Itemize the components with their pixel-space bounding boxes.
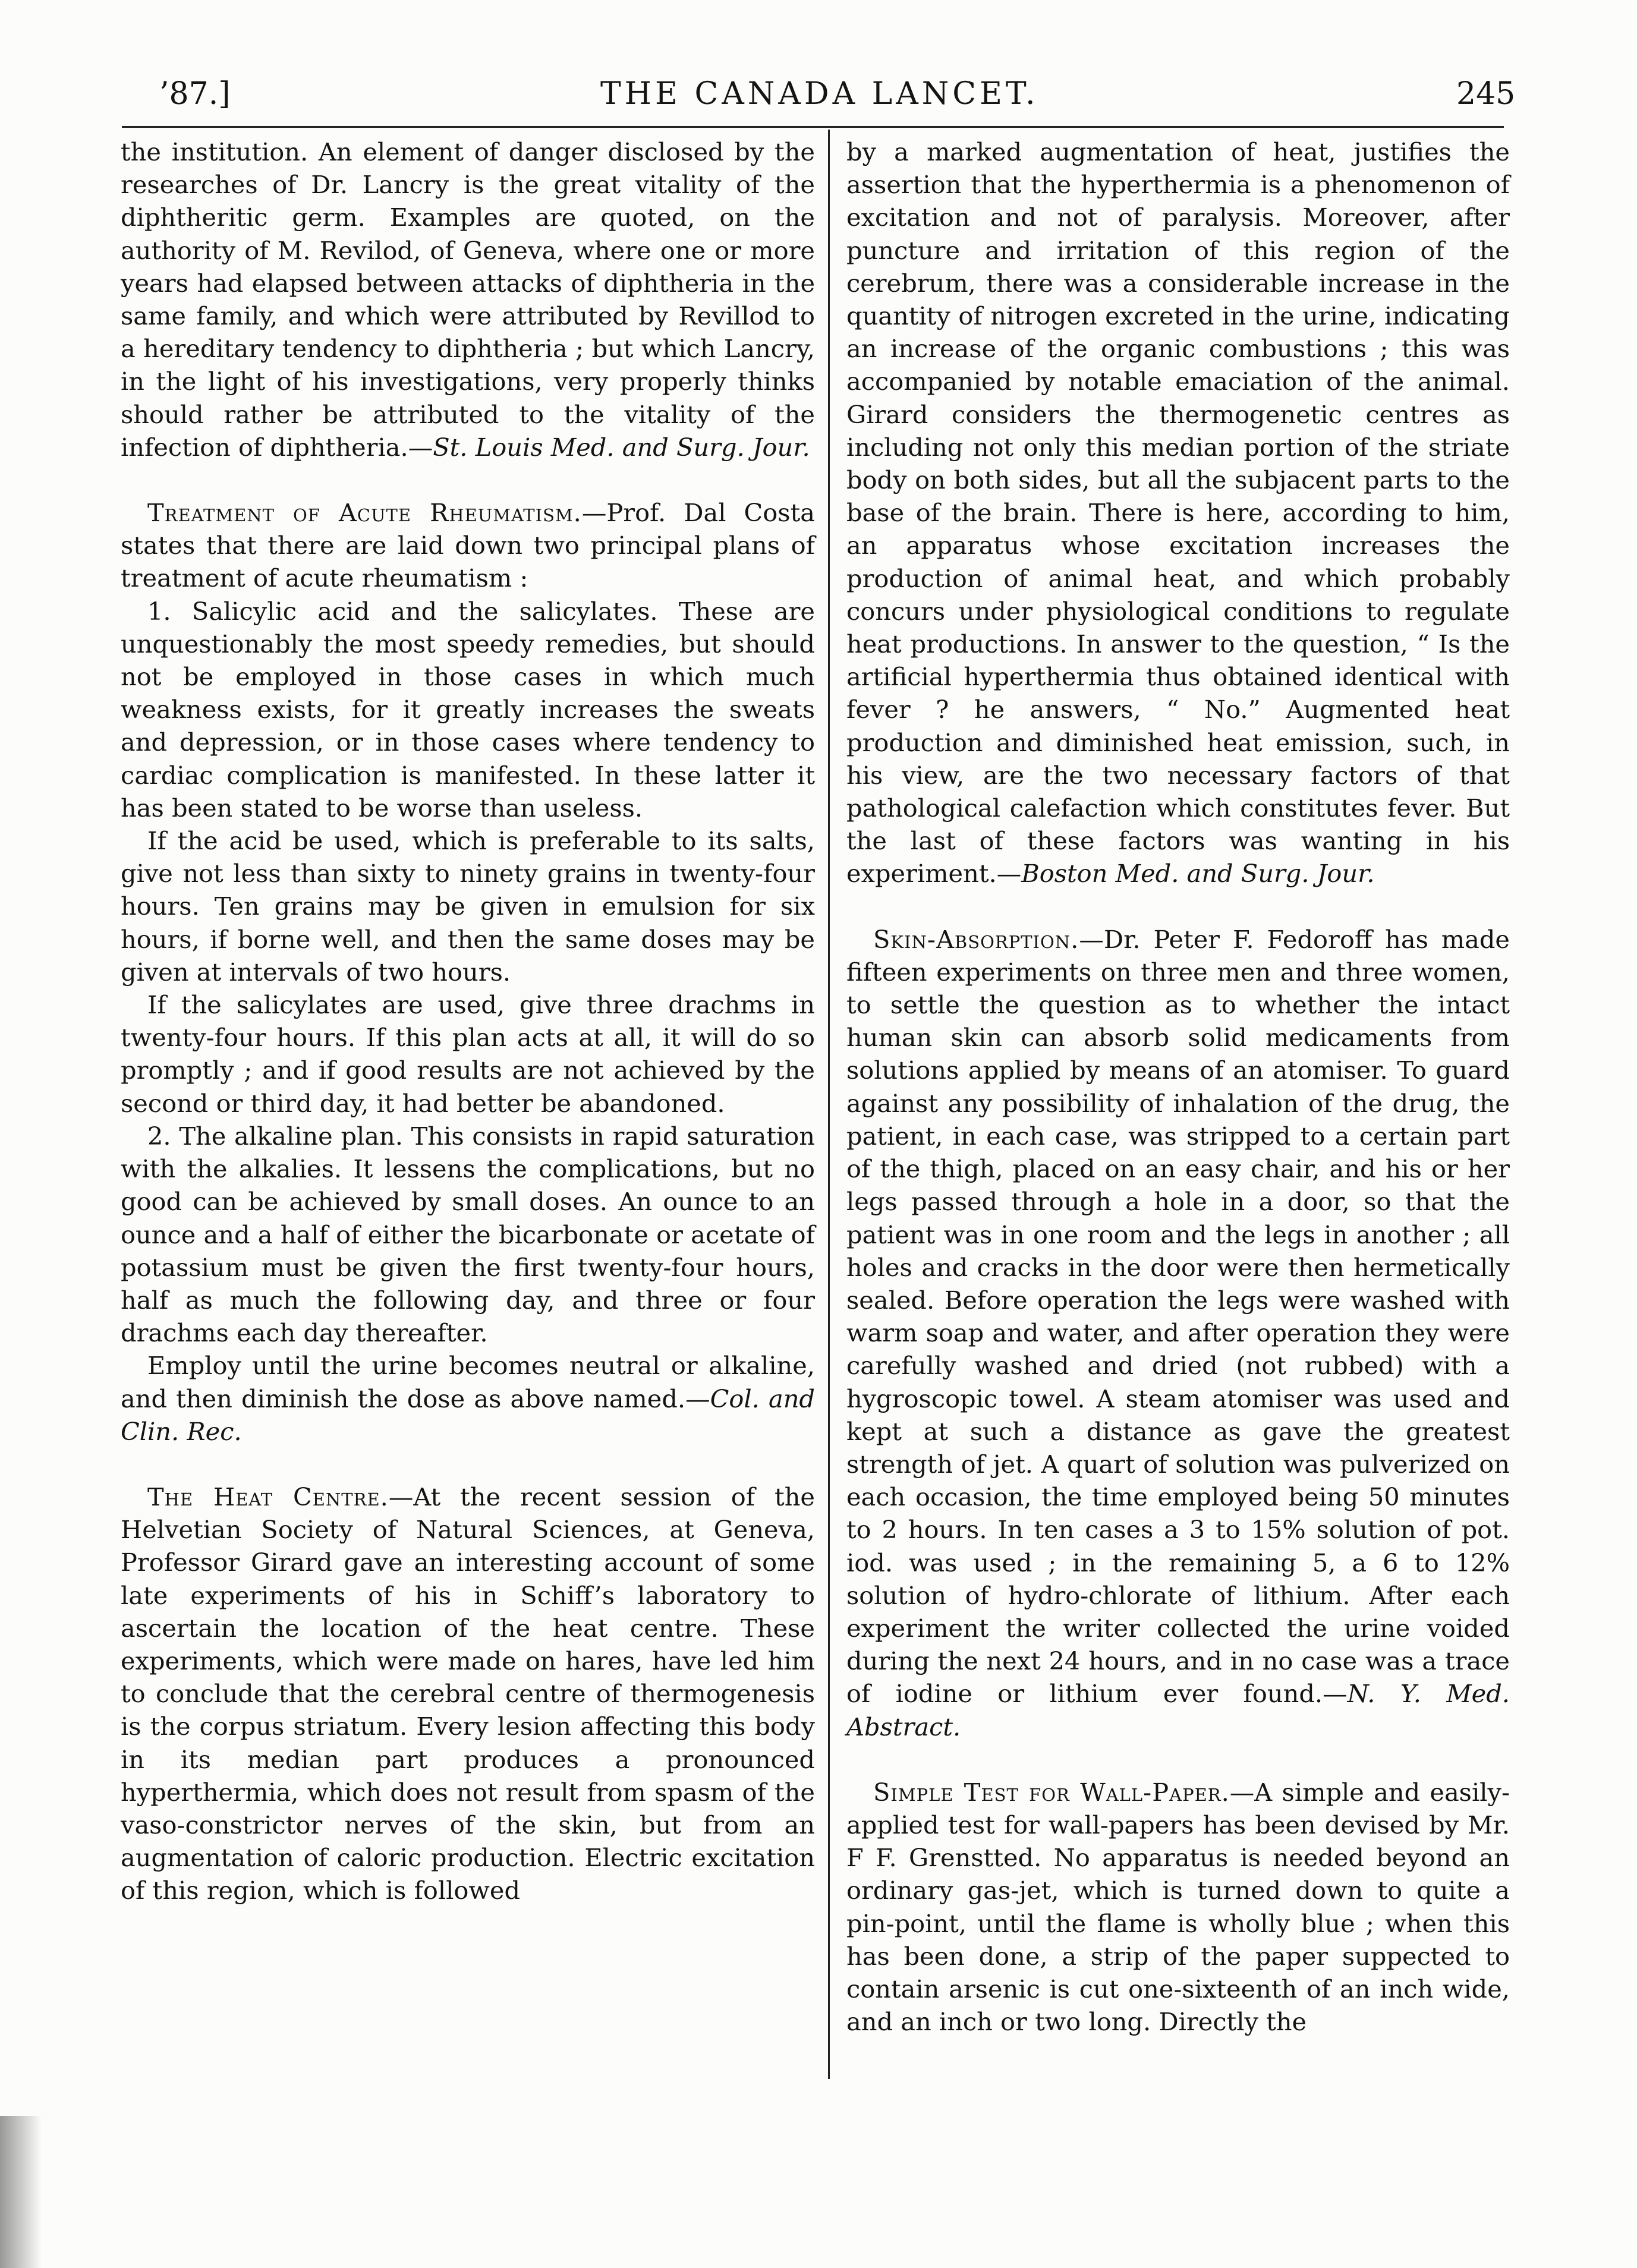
- right-column: [846, 136, 1510, 2038]
- heat-centre-paragraph: [121, 1480, 815, 1907]
- wall-paper-paragraph: [846, 1776, 1510, 2039]
- left-column: [121, 136, 815, 1907]
- diphtheria-text: the institution. An element of danger disclosed by the researches of Dr. Lancry is the great vitality of the diphtheritic germ. Examples are quoted, on the authority of M. Revilod, of Geneva, where one or more years had elapsed between attacks of diphtheria in the same family, and which were attributed by Revillod to a hereditary tendency to diphtheria ; but which Lancry, in the light of his investigations, very properly thinks should rather be attributed to the vitality of the infection of diphtheria.—: [121, 137, 815, 462]
- header-rule: [122, 126, 1504, 128]
- heat-centre-heading: The Heat Centre.: [147, 1482, 389, 1511]
- rheumatism-salicylates: If the salicylates are used, give three drachms in twenty-four hours. If this plan acts at all, it will do so promptly ; and if good results are not achieved by the second or third day, it had better be abandoned.: [121, 990, 815, 1118]
- rheumatism-intro: [121, 496, 815, 595]
- rheumatism-employ-text: Employ until the urine becomes neutral or alkaline, and then diminish the dose as above named.—: [121, 1351, 815, 1413]
- diphtheria-source: St. Louis Med. and Surg. Jour.: [433, 432, 810, 462]
- scan-edge-smudge: [0, 2116, 42, 2268]
- diphtheria-paragraph: [121, 136, 815, 464]
- wall-paper-text: —A simple and easily-applied test for wall-papers has been devised by Mr. F F. Grenstted. No apparatus is needed beyond an ordinary gas-jet, which is turned down to quite a pin-point, until the flame is wholly blue ; when this has been done, a strip of the paper suppected to contain arsenic is cut one-sixteenth of an inch wide, and an inch or two long. Directly the: [846, 1777, 1510, 2037]
- page-number: 245: [1456, 76, 1516, 112]
- column-divider: [828, 130, 830, 2079]
- rheumatism-acid: If the acid be used, which is preferable to its salts, give not less than sixty to ninety grains in twenty-four hours. Ten grains may be given in emulsion for six hours, if borne well, and then the same doses may be given at intervals of two hours.: [121, 826, 815, 987]
- skin-absorption-paragraph: [846, 923, 1510, 1743]
- skin-absorption-source: N. Y. Med. Abstract.: [846, 1679, 1510, 1741]
- heat-centre-text: —At the recent session of the Helvetian Society of Natural Sciences, at Geneva, Professor Girard gave an interesting account of some late experiments of his in Schiff’s laboratory to ascertain the location of the heat centre. These experiments, which were made on hares, have led him to conclude that the cerebral centre of thermogenesis is the corpus striatum. Every lesion affecting this body in its median part produces a pronounced hyperthermia, which does not result from spasm of the vaso-constrictor nerves of the skin, but from an augmentation of caloric production. Electric excitation of this region, which is followed: [121, 1482, 815, 1905]
- rheumatism-employ: [121, 1349, 815, 1448]
- heat-centre-continued-text: by a marked augmentation of heat, justifies the assertion that the hyperthermia is a phenomenon of excitation and not of paralysis. Moreover, after puncture and irritation of this region of the cerebrum, there was a considerable increase in the quantity of nitrogen excreted in the urine, indicating an increase of the organic combustions ; this was accompanied by notable emaciation of the animal. Girard considers the thermogenetic centres as including not only this median portion of the striate body on both sides, but all the subjacent parts to the base of the brain. There is here, according to him, an apparatus whose excitation increases the production of animal heat, and which probably concurs under physiological conditions to regulate heat productions. In answer to the question, “ Is the artificial hyperthermia thus obtained identical with fever ? he answers, “ No.” Augmented heat production and diminished heat emission, such, in his view, are the two necessary factors of that pathological calefaction which constitutes fever. But the last of these factors was wanting in his experiment.—: [846, 137, 1510, 889]
- heat-centre-continued: [846, 136, 1510, 890]
- rheumatism-source: Col. and Clin. Rec.: [121, 1384, 815, 1446]
- skin-absorption-text: —Dr. Peter F. Fedoroff has made fifteen experiments on three men and three women, to settle the question as to whether the intact human skin can absorb solid medicaments from solutions applied by means of an atomiser. To guard against any possibility of inhalation of the drug, the patient, in each case, was stripped to a certain part of the thigh, placed on an easy chair, and his or her legs passed through a hole in a door, so that the patient was in one room and the legs in another ; all holes and cracks in the door were then hermetically sealed. Before operation the legs were washed with warm soap and water, and after operation they were carefully washed and dried (not rubbed) with a hygroscopic towel. A steam atomiser was used and kept at such a distance as gave the greatest strength of jet. A quart of solution was pulverized on each occasion, the time employed being 50 minutes to 2 hours. In ten cases a 3 to 15% solution of pot. iod. was used ; in the remaining 5, a 6 to 12% solution of hydro-chlorate of lithium. After each experiment the writer collected the urine voided during the next 24 hours, and in no case was a trace of iodine or lithium ever found.—: [846, 924, 1510, 1709]
- header-year: ’87.]: [159, 76, 231, 112]
- rheumatism-heading: Treatment of Acute Rheumatism.: [147, 498, 582, 528]
- rheumatism-intro-text: —Prof. Dal Costa states that there are laid down two principal plans of treatment of acute rheumatism :: [121, 498, 816, 593]
- heat-centre-source: Boston Med. and Surg. Jour.: [1021, 859, 1375, 889]
- skin-absorption-heading: Skin-Absorption.: [873, 924, 1079, 954]
- rheumatism-alkaline: 2. The alkaline plan. This consists in rapid saturation with the alkalies. It lessens the complications, but no good can be achieved by small doses. An ounce to an ounce and a half of either the bicarbonate or acetate of potassium must be given the first twenty-four hours, half as much the following day, and three or four drachms each day thereafter.: [121, 1121, 815, 1348]
- wall-paper-heading: Simple Test for Wall-Paper.: [873, 1777, 1230, 1807]
- journal-title: THE CANADA LANCET.: [600, 76, 1039, 112]
- rheumatism-salicylic: 1. Salicylic acid and the salicylates. These are unquestionably the most speedy remedies, but should not be employed in those cases in which much weakness exists, for it greatly increases the sweats and depression, or in those cases where tendency to cardiac complication is manifested. In these latter it has been stated to be worse than useless.: [121, 596, 815, 823]
